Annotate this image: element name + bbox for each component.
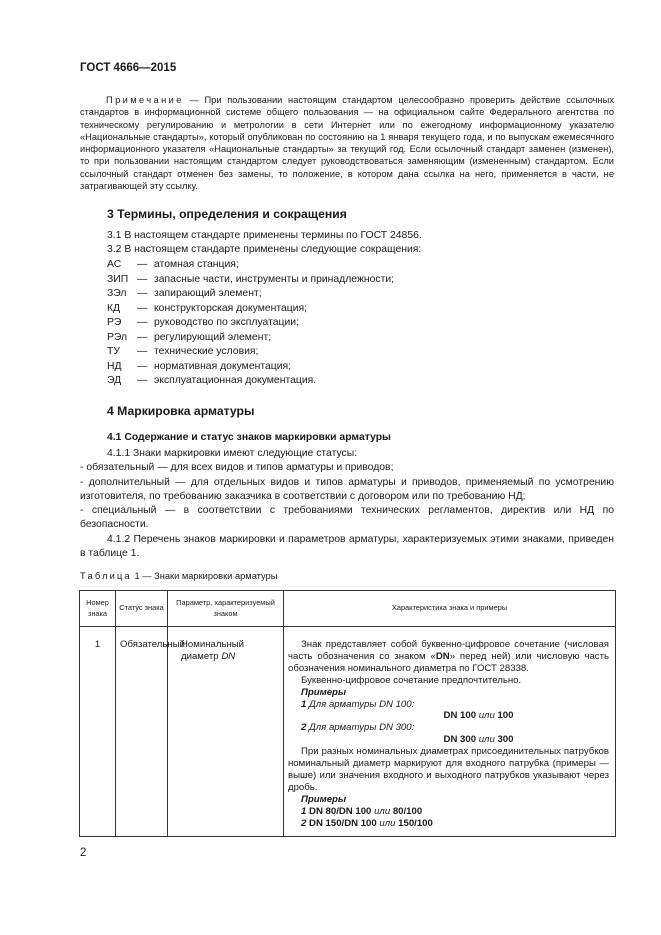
abbreviation-code: РЭл	[107, 331, 128, 343]
example-or: или	[371, 805, 393, 817]
description-paragraph	[288, 639, 609, 675]
abbreviation-text: конструкторская документация;	[154, 302, 308, 314]
table-row	[80, 627, 616, 837]
example-number: 1	[301, 805, 307, 817]
example-value-a: DN 100	[443, 710, 477, 722]
abbreviation-text: регулирующий элемент;	[154, 331, 272, 343]
section-4-body	[80, 447, 614, 561]
note-text: — При пользовании настоящим стандартом целесообразно проверить действие ссылочных стандартов в информационной системе общего пользования — на официальном сайте Федерального агентства по техническому регулированию и метрологии в сети Интернет или по ежегодному информационному указателю «Национальные стандарты», который опубликован по состоянию на 1 января текущего года, и по выпускам ежемесячного информационного указателя «Национальные стандарты» за текущий год. Если ссылочный стандарт заменен (изменен), то при пользовании настоящим стандартом следует руководствоваться заменяющим (измененным) стандартом. Если ссылочный стандарт отменен без замены, то положение, в котором дана ссылка на него, применяется в части, не затрагивающей эту ссылку.	[80, 95, 614, 192]
example-item	[288, 806, 609, 818]
abbreviation-item	[107, 258, 394, 273]
header-sign-number: Номер знака	[80, 591, 116, 627]
table-caption	[80, 571, 277, 581]
abbreviation-dash: —	[137, 302, 148, 314]
header-characteristics: Характеристика знака и примеры	[284, 591, 616, 627]
parameter-name: Номинальный диаметр	[181, 639, 245, 662]
abbreviation-item	[107, 331, 394, 346]
cell-sign-number: 1	[80, 627, 116, 837]
example-value-b: 150/100	[398, 817, 433, 829]
abbreviation-text: эксплуатационная документация.	[154, 375, 317, 387]
example-text: Для арматуры DN 300:	[306, 722, 415, 734]
abbreviation-text: запасные части, инструменты и принадлежности;	[154, 273, 395, 285]
example-or: или	[476, 710, 498, 722]
abbreviation-code: ТУ	[107, 346, 120, 358]
abbreviation-text: нормативная документация;	[154, 360, 292, 372]
example-number: 1	[301, 698, 307, 710]
abbreviation-item	[107, 287, 394, 302]
marking-table	[79, 590, 616, 837]
abbreviation-dash: —	[137, 331, 148, 343]
abbreviation-item	[107, 302, 394, 317]
abbreviation-code: РЭ	[107, 317, 122, 329]
examples-heading	[288, 687, 609, 699]
page-number: 2	[80, 847, 87, 859]
parameter-dn: DN	[221, 650, 236, 662]
example-value-b: 80/100	[392, 805, 423, 817]
status-item-special: - специальный — в соответствии с требованиями технических регламентов, директив или НД по безопасности.	[80, 505, 614, 531]
section-3-title: 3 Термины, определения и сокращения	[107, 207, 347, 221]
cell-sign-status: Обязательный	[116, 627, 168, 837]
status-item-mandatory: - обязательный — для всех видов и типов арматуры и приводов;	[80, 462, 394, 474]
table-header-row	[80, 591, 616, 627]
clause-3-1: 3.1 В настоящем стандарте применены термины по ГОСТ 24856.	[107, 230, 422, 241]
description-text: Знак представляет собой буквенно-цифровое сочетание (числовая часть обозначения со знаком «	[288, 639, 609, 662]
abbreviation-list	[107, 258, 394, 389]
abbreviation-code: ЗИП	[107, 273, 129, 285]
abbreviation-dash: —	[137, 273, 148, 285]
description-text: » перед ней) или числовую часть обозначения номинального диаметра по ГОСТ 28338.	[288, 650, 609, 674]
status-item-additional: - дополнительный — для отдельных видов и типов арматуры и приводов, применяемый по усмотрению изготовителя, по требованию заказчика в соответствии с договором или по требованию НД;	[80, 476, 614, 502]
cell-characteristics	[284, 627, 616, 837]
abbreviation-dash: —	[137, 375, 148, 387]
example-number: 2	[301, 817, 307, 829]
table-caption-text: 1 — Знаки маркировки арматуры	[131, 571, 278, 581]
example-value-a: DN 80/DN 100	[306, 805, 372, 817]
description-paragraph: Буквенно-цифровое сочетание предпочтительно.	[301, 674, 522, 686]
clause-3-2: 3.2 В настоящем стандарте применены следующие сокращения:	[107, 244, 422, 255]
abbreviation-text: атомная станция;	[154, 259, 239, 270]
example-text: Для арматуры DN 100:	[306, 698, 415, 710]
section-4-title: 4 Маркировка арматуры	[107, 404, 255, 418]
clause-4-1-2: 4.1.2 Перечень знаков маркировки и параметров арматуры, характеризуемых этими знаками, приведен в таблице 1.	[80, 533, 614, 560]
subsection-4-1-title: 4.1 Содержание и статус знаков маркировки арматуры	[107, 432, 391, 443]
abbreviation-dash: —	[137, 259, 148, 270]
example-value	[288, 734, 609, 746]
example-value-b: 100	[497, 710, 514, 722]
examples-heading	[288, 794, 609, 806]
abbreviation-code: КД	[107, 302, 121, 314]
example-item	[288, 699, 609, 711]
abbreviation-code: ЭД	[107, 375, 122, 387]
example-item	[288, 722, 609, 734]
abbreviation-item	[107, 360, 394, 375]
abbreviation-item	[107, 345, 394, 360]
examples-label: Примеры	[301, 686, 347, 698]
abbreviation-dash: —	[137, 317, 148, 329]
example-number: 2	[301, 722, 307, 734]
clause-4-1-1: 4.1.1 Знаки маркировки имеют следующие статусы:	[107, 448, 358, 459]
abbreviation-code: НД	[107, 360, 122, 372]
example-item	[288, 818, 609, 830]
abbreviation-dash: —	[137, 346, 148, 358]
example-value-b: 300	[497, 734, 514, 746]
abbreviation-text: запирающий элемент;	[154, 288, 262, 300]
cell-parameter	[168, 627, 284, 837]
abbreviation-dash: —	[137, 288, 148, 300]
description-paragraph: При разных номинальных диаметрах присоединительных патрубков номинальный диаметр маркируют для входного патрубка (примеры — выше) или значения входного и выходного патрубков указывают через дробь.	[288, 746, 609, 793]
reference-note	[80, 94, 614, 192]
abbreviation-code: АС	[107, 259, 122, 270]
abbreviation-dash: —	[137, 360, 148, 372]
header-sign-status: Статус знака	[116, 591, 168, 627]
examples-label: Примеры	[301, 793, 347, 805]
description-dn: DN	[435, 650, 450, 662]
example-value-a: DN 150/DN 100	[306, 817, 377, 829]
example-or: или	[376, 817, 399, 829]
note-label: Примечание	[106, 95, 184, 105]
abbreviation-item	[107, 374, 394, 389]
header-parameter: Параметр, характеризуемый знаком	[168, 591, 284, 627]
abbreviation-code: ЗЭл	[107, 288, 127, 300]
abbreviation-item	[107, 273, 394, 288]
example-or: или	[476, 734, 498, 746]
table-caption-label: Таблица	[80, 571, 132, 581]
example-value-a: DN 300	[443, 734, 477, 746]
example-value	[288, 710, 609, 722]
abbreviation-text: руководство по эксплуатации;	[154, 317, 299, 329]
abbreviation-item	[107, 316, 394, 331]
standard-designation: ГОСТ 4666—2015	[80, 62, 177, 74]
abbreviation-text: технические условия;	[154, 346, 259, 358]
